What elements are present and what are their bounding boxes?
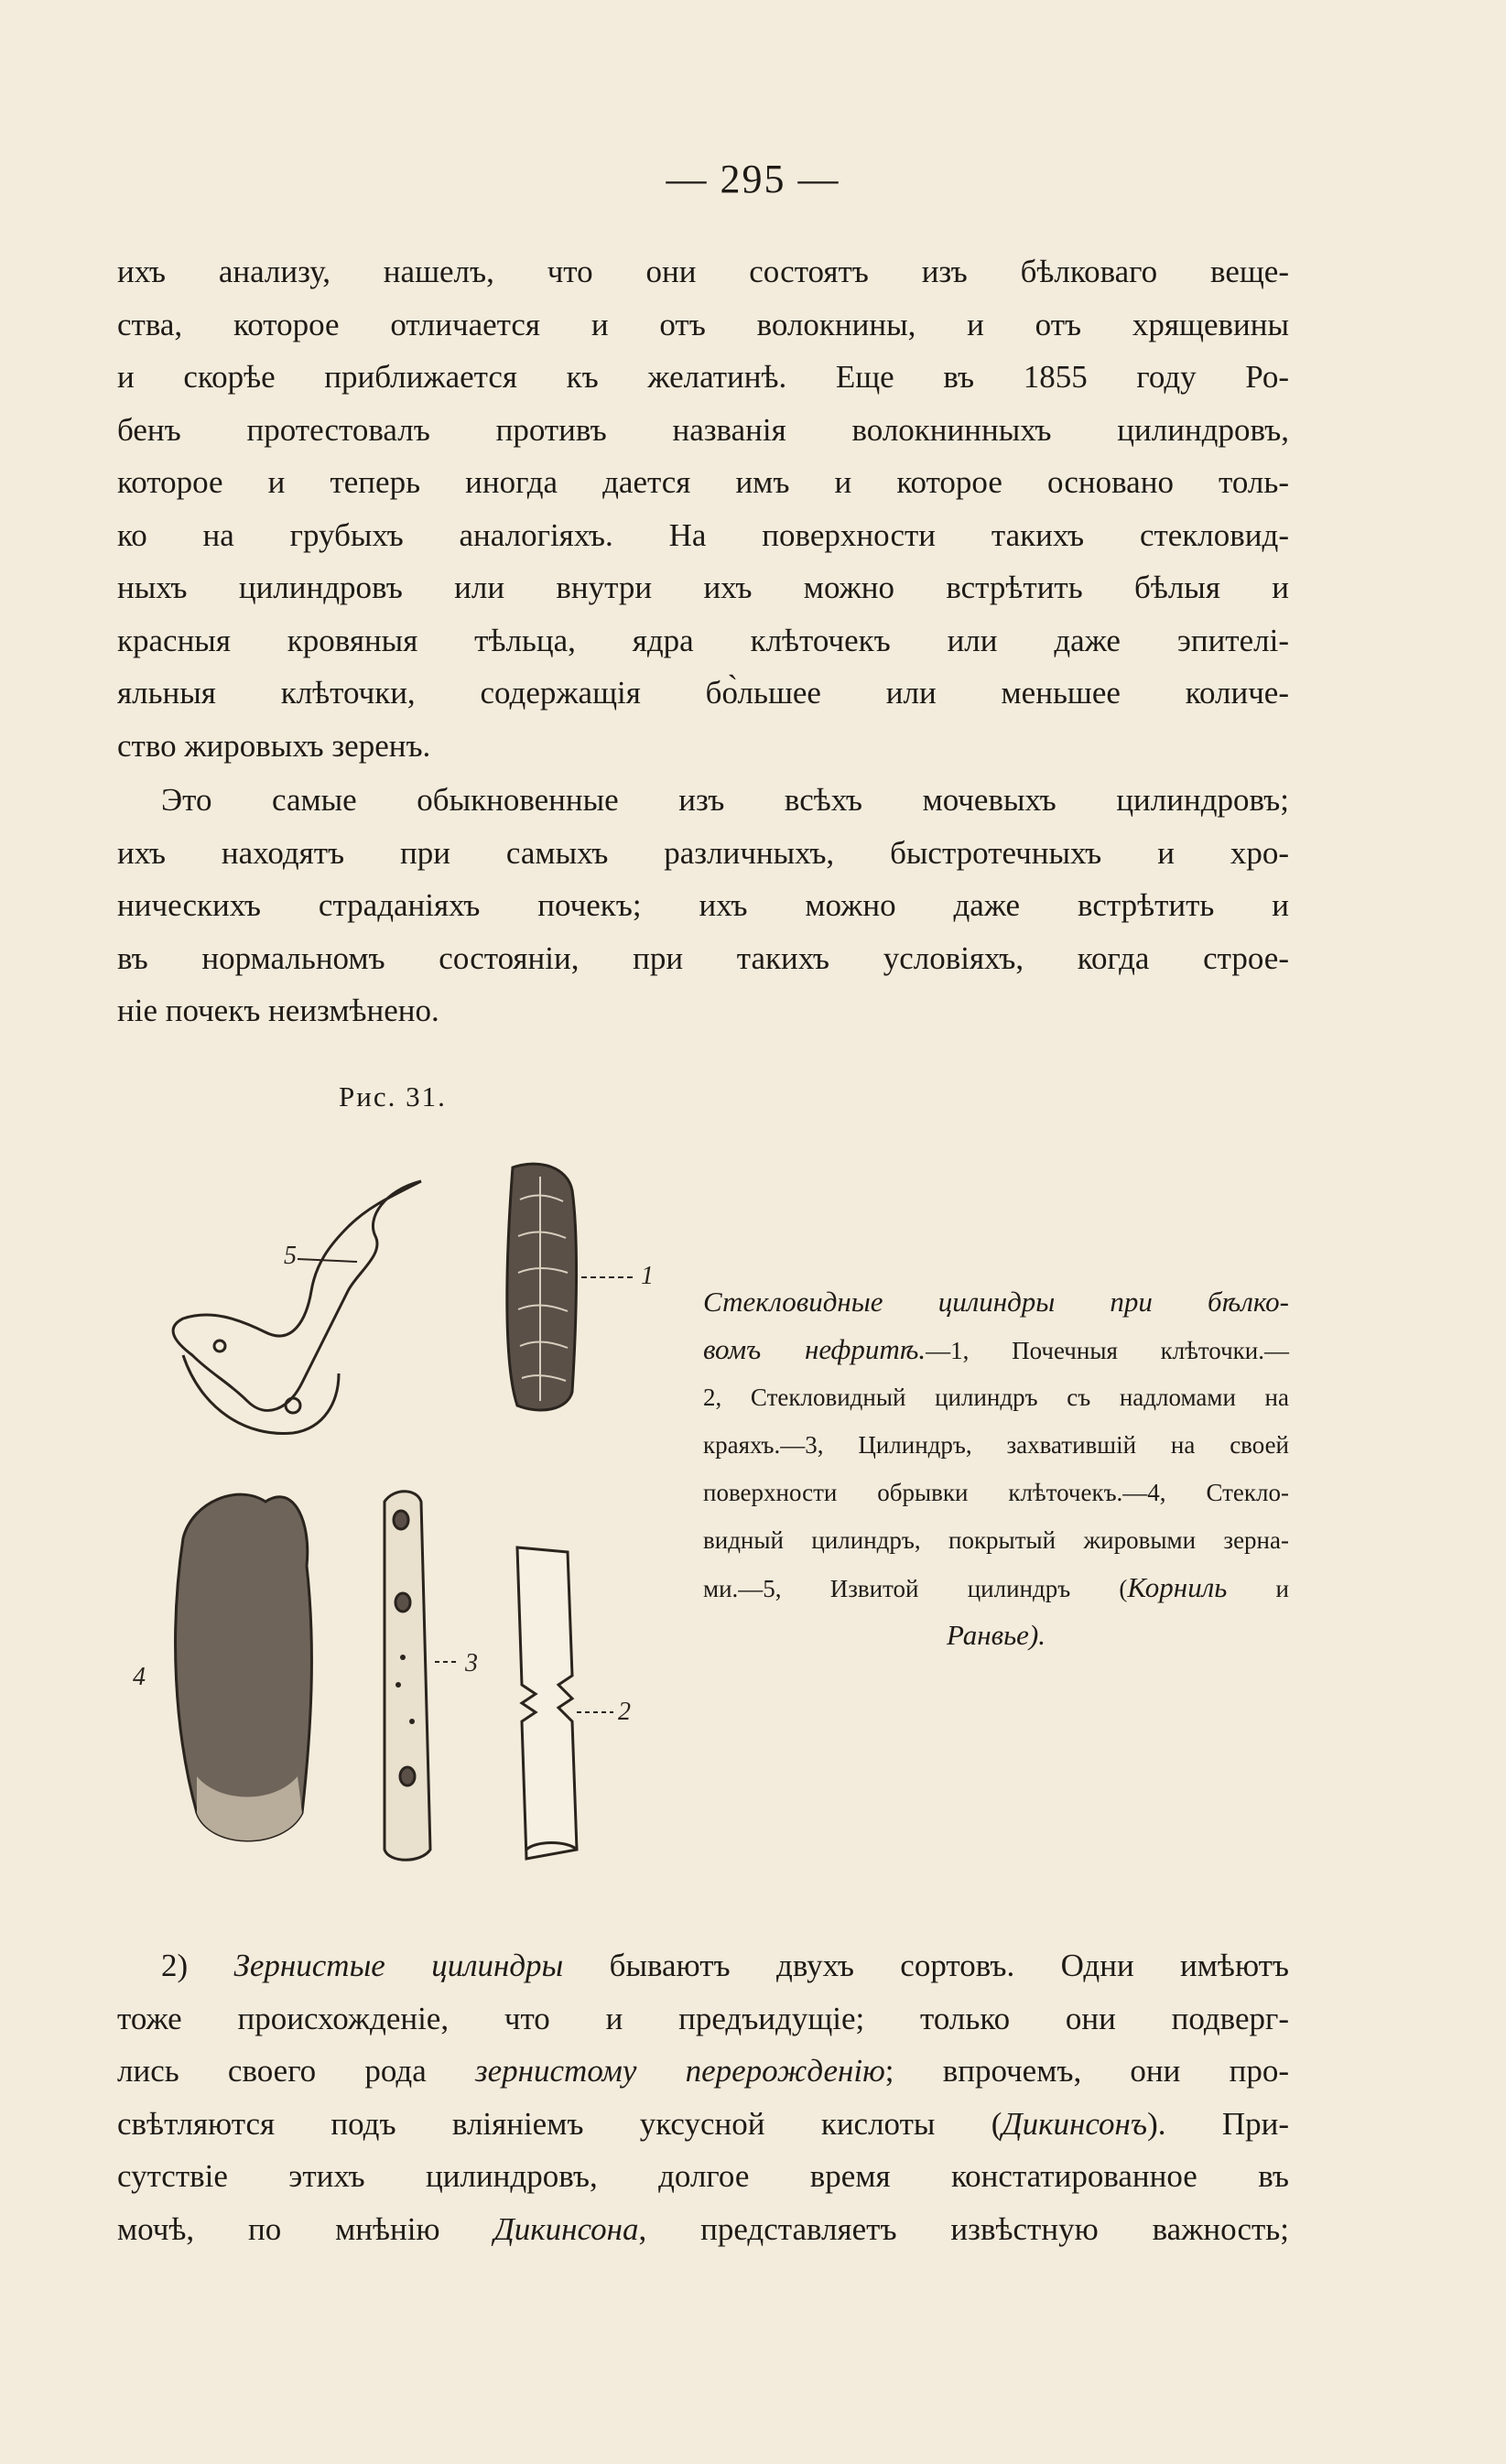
twisted-cylinder-drawing [173, 1181, 421, 1434]
figure-caption [703, 1278, 1289, 1659]
italic-run: зернистому перерожденію [474, 2053, 885, 2089]
caption-line: видный цилиндръ, покрытый жировыми зерна- [703, 1526, 1289, 1554]
text-run: свѣтляются подъ вліяніемъ уксусной кислоты ( [117, 2105, 1002, 2142]
text-line: Это самые обыкновенные изъ всѣхъ мочевыхъ цилиндровъ; [161, 782, 1289, 818]
text-line: ныхъ цилиндровъ или внутри ихъ можно встрѣтить бѣлыя и [117, 570, 1289, 605]
text-run: ). При- [1147, 2105, 1289, 2142]
caption-line: Стекловидные цилиндры при бѣлко- [703, 1286, 1289, 1318]
text-line: ихъ находятъ при самыхъ различныхъ, быстротечныхъ и хро- [117, 834, 1289, 871]
notched-cylinder-drawing [517, 1547, 577, 1859]
text-line: ко на грубыхъ аналогіяхъ. На поверхности такихъ стекловид- [117, 516, 1289, 553]
paragraph-3 [117, 1939, 1289, 2255]
caption-line [703, 1326, 1289, 1373]
marker-5: 5 [284, 1242, 297, 1270]
caption-italic: Корниль [1127, 1571, 1228, 1603]
text-line: ихъ анализу, нашелъ, что они состоятъ изъ бѣлковаго веще- [117, 254, 1289, 289]
text-line: и скорѣе приближается къ желатинѣ. Еще въ 1855 году Ро- [117, 359, 1289, 395]
text-line: тоже происхожденіе, что и предъидущіе; только они подверг- [117, 2000, 1289, 2036]
text-run: 2) [161, 1948, 234, 1983]
text-run: мочѣ, по мнѣнію [117, 2210, 494, 2247]
caption-line: краяхъ.—3, Цилиндръ, захватившій на своей [703, 1431, 1289, 1459]
cell-fragment-cylinder-drawing [385, 1492, 430, 1861]
italic-run: Дикинсонъ [1002, 2105, 1148, 2142]
text-line: яльныя клѣточки, содержащія бо̀льшее или меньшее количе- [117, 675, 1289, 711]
text-run: , представляетъ извѣстную важность; [638, 2210, 1289, 2247]
text-line [117, 2045, 1289, 2098]
figure-label: Рис. 31. [339, 1080, 447, 1113]
caption-line: поверхности обрывки клѣточекъ.—4, Стекло- [703, 1479, 1289, 1506]
marker-3: 3 [465, 1649, 478, 1677]
caption-text: ми.—5, Извитой цилиндръ ( [703, 1575, 1128, 1602]
figure-illustration [110, 1135, 677, 1886]
text-line: сутствіе этихъ цилиндровъ, долгое время констатированное въ [117, 2158, 1289, 2194]
paragraph-2 [117, 774, 1289, 1037]
text-line [117, 2203, 1289, 2256]
text-run: лись своего рода [117, 2053, 475, 2089]
marker-2: 2 [618, 1698, 631, 1726]
text-run: бываютъ двухъ сортовъ. Одни имѣютъ [563, 1948, 1290, 1983]
italic-run: Зернистые цилиндры [233, 1948, 564, 1983]
italic-run: Дикинсона [493, 2210, 639, 2247]
text-line [117, 2098, 1289, 2151]
caption-line: 2, Стекловидный цилиндръ съ надломами на [703, 1384, 1289, 1411]
caption-italic: вомъ нефритѣ. [703, 1333, 926, 1365]
text-line: бенъ протестовалъ противъ названія волокнинныхъ цилиндровъ, [117, 411, 1289, 448]
fatty-cylinder-drawing [176, 1494, 312, 1840]
caption-text: —1, Почечныя клѣточки.— [926, 1337, 1290, 1364]
paragraph-1 [117, 245, 1289, 772]
text-run: ; впрочемъ, они про- [884, 2053, 1289, 2089]
text-line: ство жировыхъ зеренъ. [117, 727, 431, 764]
page-number: — 295 — [666, 157, 840, 201]
marker-1: 1 [641, 1262, 654, 1290]
caption-text: и [1227, 1575, 1289, 1602]
text-line: ства, которое отличается и отъ волокнины, и отъ хрящевины [117, 306, 1289, 342]
text-line: въ нормальномъ состояніи, при такихъ условіяхъ, когда строе- [117, 939, 1289, 976]
caption-line [703, 1564, 1289, 1612]
caption-line: Ранвье). [946, 1619, 1046, 1651]
marker-4: 4 [133, 1663, 146, 1691]
text-line: красныя кровяныя тѣльца, ядра клѣточекъ или даже эпителі- [117, 622, 1289, 658]
text-line [117, 1939, 1289, 1992]
kidney-cells-drawing [507, 1164, 577, 1410]
text-line: ническихъ страданіяхъ почекъ; ихъ можно даже встрѣтить и [117, 887, 1289, 923]
text-line: ніе почекъ неизмѣнено. [117, 993, 439, 1028]
text-line: которое и теперь иногда дается имъ и которое основано толь- [117, 464, 1289, 500]
